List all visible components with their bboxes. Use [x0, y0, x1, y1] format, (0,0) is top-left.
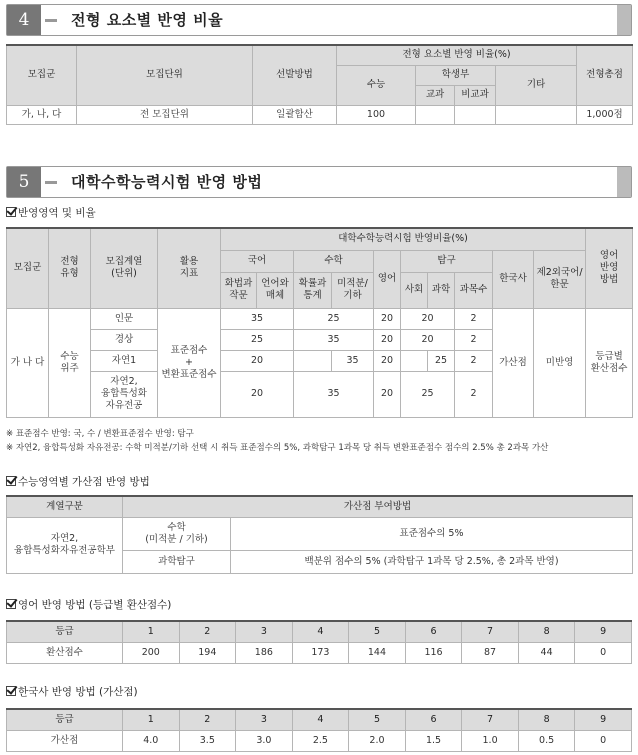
cell-bonus-method: 표준점수의 5% [231, 517, 633, 550]
section-title: 대학수학능력시험 반영 방법 [71, 173, 263, 191]
h-i2: 과학 [428, 272, 455, 308]
section-header-shade [617, 167, 631, 197]
cell-bonus-field: 자연2, 융합특성화자유전공학부 [7, 517, 123, 573]
h-grade: 7 [462, 709, 519, 730]
cell-total: 1,000점 [577, 105, 633, 124]
cell-foreign: 미반영 [534, 308, 586, 417]
col-group-header: 모집군 [7, 45, 77, 105]
col-subject-header: 교과 [416, 85, 455, 105]
col-method-header: 선발방법 [253, 45, 337, 105]
cell-hist-score: 2.0 [349, 730, 406, 751]
note-2: ※ 자연2, 융합특성화 자유전공: 수학 미적분/기하 선택 시 취득 표준점수의 5%, 과학탐구 1과목 당 취득 변환표준점수 점수의 2.5% 총 2과목 가산 [6, 443, 549, 453]
cell-eng-score: 173 [292, 642, 349, 663]
cell-eng-score: 44 [518, 642, 575, 663]
section-5-header [6, 166, 632, 198]
h-m2: 미적분/ 기하 [332, 272, 374, 308]
h-history: 한국사 [493, 250, 534, 308]
section-dash-decoration [45, 181, 57, 184]
cell-eng-score: 194 [179, 642, 236, 663]
h-grade: 7 [462, 621, 519, 642]
section-title: 전형 요소별 반영 비율 [71, 11, 224, 29]
cell-eng-score: 200 [123, 642, 180, 663]
h-grade: 4 [292, 621, 349, 642]
cell-english: 20 [374, 308, 401, 329]
note-1: ※ 표준점수 반영: 국, 수 / 변환표준점수 반영: 탐구 [6, 429, 194, 439]
h-k1: 화법과 작문 [221, 272, 257, 308]
cell-eng-score: 0 [575, 642, 632, 663]
h-bonus-field: 계열구분 [7, 496, 123, 517]
cell-field: 경상 [91, 329, 158, 350]
h-eng-grade: 등급 [7, 621, 123, 642]
h-grade: 1 [123, 621, 180, 642]
cell-index: 표준점수 + 변환표준점수 [158, 308, 221, 417]
cell-math: 35 [332, 350, 374, 371]
h-grade: 3 [236, 709, 293, 730]
checkbox-icon [6, 207, 16, 217]
h-group: 모집군 [7, 228, 49, 308]
cell-korean: 25 [221, 329, 294, 350]
section-4-header [6, 4, 632, 36]
cell-field: 자연1 [91, 350, 158, 371]
col-suneung-header: 수능 [337, 65, 416, 105]
h-eng-method: 영어 반영 방법 [586, 228, 633, 308]
suneung-ratio-table [6, 227, 633, 418]
h-grade: 5 [349, 621, 406, 642]
cell-eng-score: 116 [405, 642, 462, 663]
cell-count: 2 [455, 350, 493, 371]
h-grade: 4 [292, 709, 349, 730]
cell-count: 2 [455, 329, 493, 350]
cell-type: 수능 위주 [49, 308, 91, 417]
section-number-badge: 5 [7, 167, 41, 197]
cell-korean: 35 [221, 308, 294, 329]
h-grade: 1 [123, 709, 180, 730]
table-row [7, 642, 632, 663]
h-grade: 2 [179, 621, 236, 642]
checkbox-icon [6, 686, 16, 696]
cell-english: 20 [374, 350, 401, 371]
h-type: 전형 유형 [49, 228, 91, 308]
subheading-history: 한국사 반영 방법 (가산점) [6, 685, 138, 699]
cell-eng-score: 186 [236, 642, 293, 663]
col-ratio-header: 전형 요소별 반영 비율(%) [337, 45, 577, 65]
section-header-shade [617, 5, 631, 35]
cell-hist-score: 3.0 [236, 730, 293, 751]
cell-bonus-area: 과학탐구 [123, 550, 231, 573]
h-grade: 2 [179, 709, 236, 730]
h-m1: 확률과 통계 [294, 272, 332, 308]
h-korean: 국어 [221, 250, 294, 272]
cell-hist-label: 가산점 [7, 730, 123, 751]
cell-hist-score: 2.5 [292, 730, 349, 751]
cell-hist-score: 0 [575, 730, 632, 751]
cell-inquiry: 20 [401, 329, 455, 350]
h-grade: 8 [518, 621, 575, 642]
h-inquiry: 탐구 [401, 250, 493, 272]
col-other-header: 기타 [496, 65, 577, 105]
subheading-english: 영어 반영 방법 (등급별 환산점수) [6, 598, 171, 612]
cell-math: 35 [294, 329, 374, 350]
cell-hist-score: 0.5 [518, 730, 575, 751]
checkbox-icon [6, 599, 16, 609]
table-row [7, 730, 632, 751]
h-i3: 과목수 [455, 272, 493, 308]
cell-history: 가산점 [493, 308, 534, 417]
cell-inquiry: 25 [428, 350, 455, 371]
h-grade: 9 [575, 621, 632, 642]
cell-inquiry: 25 [401, 371, 455, 417]
cell-english: 20 [374, 329, 401, 350]
h-grade: 6 [405, 621, 462, 642]
history-score-table [6, 708, 632, 752]
cell-suneung: 100 [337, 105, 416, 124]
h-index: 활용 지표 [158, 228, 221, 308]
cell-math: 35 [294, 371, 374, 417]
cell-nonsubject [455, 105, 496, 124]
cell-bonus-method: 백분위 점수의 5% (과학탐구 1과목 당 2.5%, 총 2과목 반영) [231, 550, 633, 573]
cell-count: 2 [455, 371, 493, 417]
col-nonsubject-header: 비교과 [455, 85, 496, 105]
english-score-table [6, 620, 632, 664]
subheading-areas-ratio: 반영영역 및 비율 [6, 206, 96, 220]
cell-eng-score: 144 [349, 642, 406, 663]
h-grade: 6 [405, 709, 462, 730]
h-field: 모집계열 (단위) [91, 228, 158, 308]
cell-count: 2 [455, 308, 493, 329]
cell-group: 가 나 다 [7, 308, 49, 417]
h-math: 수학 [294, 250, 374, 272]
cell-korean: 20 [221, 350, 294, 371]
cell-hist-score: 1.0 [462, 730, 519, 751]
cell-method: 일괄합산 [253, 105, 337, 124]
h-foreign: 제2외국어/ 한문 [534, 250, 586, 308]
cell-math-blank [294, 350, 332, 371]
cell-hist-score: 1.5 [405, 730, 462, 751]
col-student-header: 학생부 [416, 65, 496, 85]
cell-english: 20 [374, 371, 401, 417]
h-hist-grade: 등급 [7, 709, 123, 730]
cell-other [496, 105, 577, 124]
cell-eng-method: 등급별 환산점수 [586, 308, 633, 417]
cell-eng-label: 환산점수 [7, 642, 123, 663]
h-grade: 5 [349, 709, 406, 730]
bonus-table [6, 495, 633, 574]
h-grade: 3 [236, 621, 293, 642]
col-total-header: 전형총점 [577, 45, 633, 105]
h-k2: 언어와 매체 [257, 272, 294, 308]
checkbox-icon [6, 476, 16, 486]
cell-hist-score: 4.0 [123, 730, 180, 751]
cell-korean: 20 [221, 371, 294, 417]
cell-field: 자연2, 융합특성화 자유전공 [91, 371, 158, 417]
cell-inquiry: 20 [401, 308, 455, 329]
col-unit-header: 모집단위 [77, 45, 253, 105]
section-number-badge: 4 [7, 5, 41, 35]
cell-math: 25 [294, 308, 374, 329]
h-ratio: 대학수학능력시험 반영비율(%) [221, 228, 586, 250]
cell-inquiry-blank [401, 350, 428, 371]
cell-eng-score: 87 [462, 642, 519, 663]
h-i1: 사회 [401, 272, 428, 308]
selection-ratio-table [6, 44, 633, 125]
subheading-bonus: 수능영역별 가산점 반영 방법 [6, 475, 150, 489]
h-grade: 9 [575, 709, 632, 730]
section-dash-decoration [45, 19, 57, 22]
h-english: 영어 [374, 250, 401, 308]
table-row [7, 308, 633, 329]
h-bonus-method: 가산점 부여방법 [123, 496, 633, 517]
h-grade: 8 [518, 709, 575, 730]
cell-field: 인문 [91, 308, 158, 329]
cell-unit: 전 모집단위 [77, 105, 253, 124]
table-row [7, 517, 633, 550]
cell-subject [416, 105, 455, 124]
cell-hist-score: 3.5 [179, 730, 236, 751]
cell-group: 가, 나, 다 [7, 105, 77, 124]
cell-bonus-area: 수학 (미적분 / 기하) [123, 517, 231, 550]
